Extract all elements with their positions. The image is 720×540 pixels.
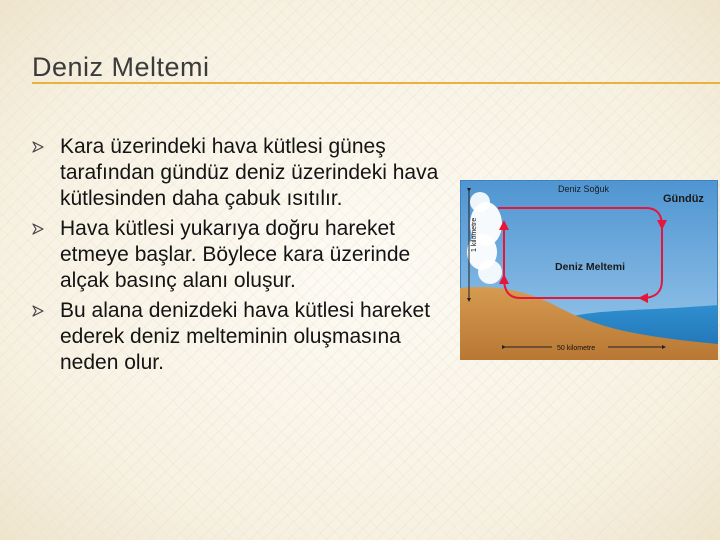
distance-label: 50 kilometre [557, 345, 596, 352]
bullet-item [32, 298, 452, 376]
arrowhead-bullet-icon [32, 305, 44, 317]
center-label: Deniz Meltemi [555, 261, 626, 273]
height-label: 1 kilometre [471, 217, 478, 252]
slide-title: Deniz Meltemi [32, 52, 210, 82]
arrowhead-bullet-icon [32, 223, 44, 235]
top-label: Deniz Soğuk [558, 184, 610, 194]
bullet-item [32, 134, 452, 212]
bullet-item [32, 216, 452, 294]
bullet-text: Hava kütlesi yukarıya doğru hareket etmeye başlar. Böylece kara üzerinde alçak basınç alanı oluşur. [60, 217, 411, 292]
time-label: Gündüz [663, 193, 704, 205]
arrowhead-bullet-icon [32, 141, 44, 153]
sea-breeze-diagram [460, 180, 718, 360]
bullet-list [32, 134, 452, 380]
bullet-text: Kara üzerindeki hava kütlesi güneş tarafından gündüz deniz üzerindeki hava kütlesinden daha çabuk ısıtılır. [60, 135, 439, 210]
bullet-text: Bu alana denizdeki hava kütlesi hareket ederek deniz melteminin oluşmasına neden olur. [60, 299, 431, 374]
title-underline [32, 82, 720, 84]
